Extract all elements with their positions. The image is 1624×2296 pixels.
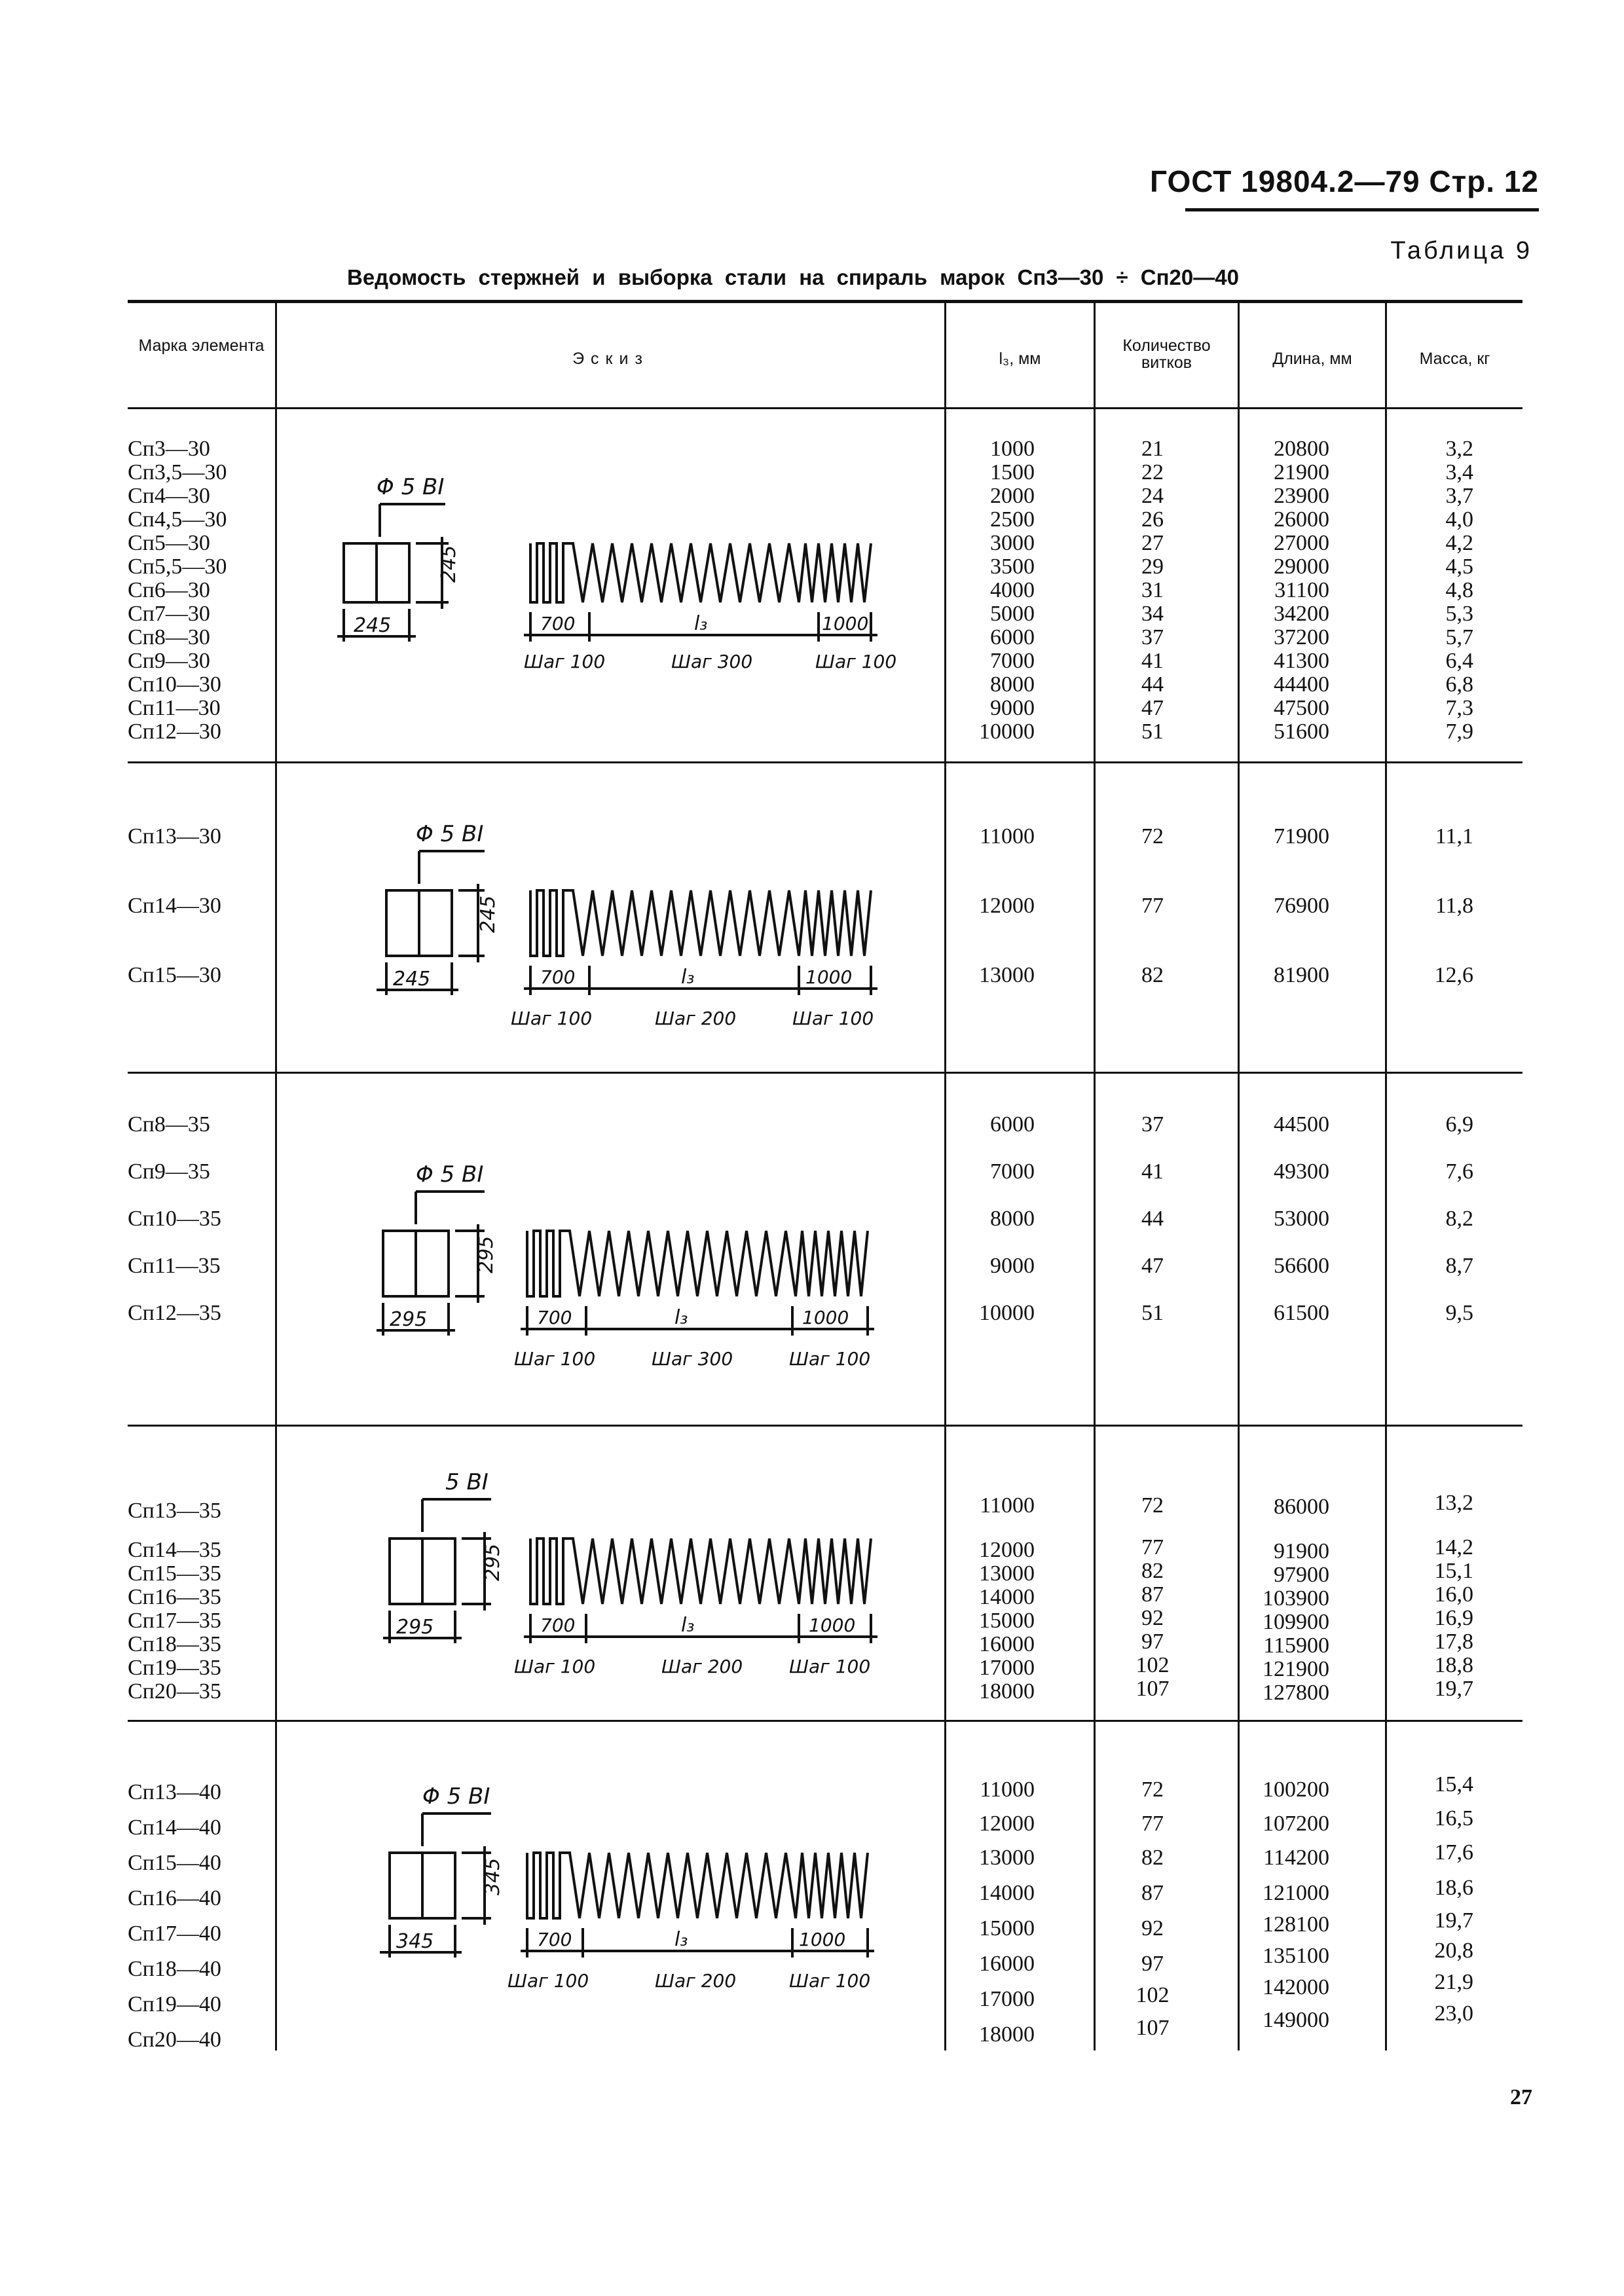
row-mark: Сп11—35 <box>128 1254 221 1278</box>
row-turns: 51 <box>1141 720 1164 744</box>
row-length: 29000 <box>1274 555 1329 579</box>
row-l3: 11000 <box>980 824 1035 848</box>
row-length: 56600 <box>1274 1254 1329 1278</box>
row-mass: 18,8 <box>1434 1653 1473 1677</box>
row-mark: Сп14—30 <box>128 894 221 918</box>
sketch-mid-length: l₃ <box>674 1306 688 1329</box>
sketch-right-length: 1000 <box>805 966 853 988</box>
sketch-right-length: 1000 <box>822 613 869 634</box>
row-l3: 9000 <box>990 1254 1035 1278</box>
row-turns: 44 <box>1141 1207 1164 1231</box>
row-l3: 1000 <box>990 437 1035 461</box>
row-mass: 19,7 <box>1434 1677 1473 1701</box>
row-turns: 107 <box>1135 1677 1170 1701</box>
row-turns: 92 <box>1141 1606 1164 1630</box>
row-turns: 77 <box>1141 1535 1164 1559</box>
row-l3: 5000 <box>990 602 1035 626</box>
row-turns: 82 <box>1141 1846 1164 1870</box>
row-l3: 10000 <box>979 720 1035 744</box>
row-mass: 23,0 <box>1434 2001 1473 2026</box>
group-separator <box>128 1072 1522 1074</box>
row-l3: 8000 <box>990 672 1035 697</box>
row-l3: 13000 <box>979 1561 1035 1586</box>
row-mass: 4,8 <box>1445 578 1473 602</box>
row-mass: 6,4 <box>1445 649 1473 673</box>
header-mark: Марка элемента <box>138 337 265 355</box>
row-length: 100200 <box>1263 1777 1329 1802</box>
row-l3: 7000 <box>990 649 1035 673</box>
row-mark: Сп15—35 <box>128 1561 221 1586</box>
row-l3: 12000 <box>979 1812 1035 1836</box>
row-mark: Сп16—40 <box>128 1886 221 1910</box>
spring-sketch <box>354 1133 930 1381</box>
row-turns: 47 <box>1141 696 1164 720</box>
row-turns: 37 <box>1141 625 1164 649</box>
sketch-step-right: Шаг 100 <box>815 651 897 672</box>
row-length: 44500 <box>1274 1112 1329 1137</box>
row-mass: 5,7 <box>1445 625 1473 649</box>
row-l3: 17000 <box>979 1656 1035 1680</box>
row-mass: 18,6 <box>1434 1876 1473 1900</box>
row-mark: Сп19—40 <box>128 1992 221 2016</box>
row-mass: 5,3 <box>1445 602 1473 626</box>
row-l3: 1500 <box>990 460 1035 484</box>
row-mark: Сп13—35 <box>128 1499 221 1523</box>
row-length: 44400 <box>1274 672 1329 697</box>
row-mark: Сп18—40 <box>128 1957 221 1981</box>
row-mass: 16,0 <box>1434 1582 1473 1607</box>
row-length: 27000 <box>1274 531 1329 555</box>
row-mark: Сп10—30 <box>128 672 221 697</box>
table-caption: Ведомость стержней и выборка стали на спираль марок Сп3—30 ÷ Сп20—40 <box>347 265 1239 289</box>
page-number: 27 <box>1510 2085 1532 2109</box>
row-length: 31100 <box>1274 578 1329 602</box>
row-mark: Сп9—35 <box>128 1159 210 1184</box>
sketch-step-right: Шаг 100 <box>789 1656 871 1677</box>
row-length: 127800 <box>1263 1681 1329 1705</box>
row-l3: 14000 <box>979 1585 1035 1609</box>
sketch-side-label: 295 <box>481 1543 504 1581</box>
row-length: 121900 <box>1263 1657 1329 1681</box>
sketch-diameter-label: Φ 5 ВI <box>416 1161 484 1188</box>
group-separator <box>128 1425 1522 1427</box>
sketch-left-length: 700 <box>537 1307 572 1328</box>
sketch-diameter-label: Φ 5 ВI <box>416 821 484 847</box>
row-mark: Сп15—30 <box>128 963 221 987</box>
sketch-side-label: 245 <box>477 895 500 933</box>
column-divider <box>1238 302 1240 2050</box>
row-turns: 24 <box>1141 484 1164 508</box>
row-mass: 8,2 <box>1445 1207 1473 1231</box>
row-mark: Сп6—30 <box>128 578 210 602</box>
row-turns: 87 <box>1141 1582 1164 1607</box>
row-mass: 4,2 <box>1445 531 1473 555</box>
row-mass: 14,2 <box>1434 1535 1473 1559</box>
row-mass: 15,4 <box>1434 1772 1473 1796</box>
row-mass: 9,5 <box>1445 1301 1473 1325</box>
row-l3: 13000 <box>979 963 1035 987</box>
row-mark: Сп3,5—30 <box>128 460 227 484</box>
sketch-step-mid: Шаг 200 <box>655 1008 737 1029</box>
column-divider <box>1094 302 1096 2050</box>
sketch-side-label: 245 <box>354 614 392 637</box>
row-mark: Сп5—30 <box>128 531 210 555</box>
sketch-step-left: Шаг 100 <box>524 651 606 672</box>
row-l3: 11000 <box>980 1493 1035 1518</box>
row-turns: 47 <box>1141 1254 1164 1278</box>
row-mass: 3,4 <box>1445 460 1473 484</box>
row-mark: Сп14—35 <box>128 1538 221 1562</box>
row-l3: 17000 <box>979 1987 1035 2011</box>
spring-sketch <box>354 805 930 1048</box>
sketch-right-length: 1000 <box>802 1307 849 1328</box>
column-divider <box>275 302 277 2050</box>
row-mass: 6,8 <box>1445 672 1473 697</box>
row-l3: 18000 <box>979 1679 1035 1704</box>
row-l3: 9000 <box>990 696 1035 720</box>
row-mass: 11,8 <box>1435 894 1473 918</box>
row-length: 97900 <box>1274 1563 1329 1587</box>
row-mass: 16,5 <box>1434 1806 1473 1831</box>
table-header-rule <box>128 407 1522 409</box>
sketch-mid-length: l₃ <box>681 966 695 989</box>
row-mark: Сп5,5—30 <box>128 555 227 579</box>
row-length: 41300 <box>1274 649 1329 673</box>
row-length: 107200 <box>1263 1812 1329 1836</box>
row-l3: 4000 <box>990 578 1035 602</box>
row-mark: Сп14—40 <box>128 1815 221 1840</box>
row-turns: 97 <box>1141 1952 1164 1976</box>
group-separator <box>128 761 1522 763</box>
row-mass: 7,3 <box>1445 696 1473 720</box>
row-mark: Сп9—30 <box>128 649 210 673</box>
sketch-step-right: Шаг 100 <box>792 1008 874 1029</box>
row-l3: 12000 <box>979 1538 1035 1562</box>
row-length: 61500 <box>1274 1301 1329 1325</box>
row-turns: 41 <box>1141 1159 1164 1184</box>
row-mass: 20,8 <box>1434 1939 1473 1963</box>
row-l3: 14000 <box>979 1881 1035 1905</box>
row-length: 109900 <box>1263 1610 1329 1634</box>
row-mass: 21,9 <box>1434 1970 1473 1994</box>
row-l3: 8000 <box>990 1207 1035 1231</box>
row-mark: Сп11—30 <box>128 696 221 720</box>
sketch-step-right: Шаг 100 <box>789 1970 871 1992</box>
row-mark: Сп15—40 <box>128 1851 221 1875</box>
sketch-side-label: 245 <box>393 968 431 991</box>
row-mark: Сп18—35 <box>128 1632 221 1656</box>
row-length: 91900 <box>1274 1539 1329 1563</box>
row-mass: 15,1 <box>1434 1559 1473 1583</box>
row-mass: 12,6 <box>1434 963 1473 987</box>
row-mark: Сп4,5—30 <box>128 507 227 532</box>
row-mark: Сп4—30 <box>128 484 210 508</box>
row-mass: 3,2 <box>1445 437 1473 461</box>
sketch-side-label: 345 <box>481 1857 504 1895</box>
table-top-rule <box>128 300 1522 303</box>
sketch-side-label: 295 <box>396 1616 434 1639</box>
row-turns: 44 <box>1141 672 1164 697</box>
sketch-step-mid: Шаг 200 <box>655 1970 737 1992</box>
row-mark: Сп8—35 <box>128 1112 210 1137</box>
sketch-left-length: 700 <box>537 1929 572 1950</box>
row-length: 142000 <box>1263 1975 1329 1999</box>
row-l3: 6000 <box>990 625 1035 649</box>
row-mark: Сп12—30 <box>128 720 221 744</box>
row-length: 21900 <box>1274 460 1329 484</box>
row-mark: Сп10—35 <box>128 1207 221 1231</box>
sketch-side-label: 295 <box>475 1235 498 1273</box>
row-turns: 102 <box>1135 1653 1170 1677</box>
row-turns: 22 <box>1141 460 1164 484</box>
row-length: 81900 <box>1274 963 1329 987</box>
row-length: 121000 <box>1263 1881 1329 1905</box>
row-turns: 21 <box>1141 437 1164 461</box>
sketch-right-length: 1000 <box>799 1929 846 1950</box>
row-turns: 26 <box>1141 507 1164 532</box>
row-l3: 10000 <box>979 1301 1035 1325</box>
row-l3: 3000 <box>990 531 1035 555</box>
row-length: 37200 <box>1274 625 1329 649</box>
row-mass: 11,1 <box>1435 824 1473 848</box>
row-turns: 51 <box>1141 1301 1164 1325</box>
row-length: 86000 <box>1274 1495 1329 1519</box>
spring-sketch <box>354 1453 930 1702</box>
row-turns: 77 <box>1141 1812 1164 1836</box>
sketch-diameter-label: Φ 5 ВI <box>377 474 445 500</box>
row-mark: Сп20—35 <box>128 1679 221 1704</box>
sketch-step-left: Шаг 100 <box>511 1008 593 1029</box>
row-mass: 16,9 <box>1434 1606 1473 1630</box>
row-l3: 15000 <box>979 1916 1035 1941</box>
row-mark: Сп16—35 <box>128 1585 221 1609</box>
row-length: 49300 <box>1274 1159 1329 1184</box>
sketch-right-length: 1000 <box>809 1614 856 1636</box>
row-l3: 16000 <box>979 1632 1035 1656</box>
sketch-left-length: 700 <box>540 1614 576 1636</box>
row-length: 114200 <box>1263 1846 1329 1870</box>
sketch-step-mid: Шаг 200 <box>661 1656 743 1677</box>
row-mark: Сп12—35 <box>128 1301 221 1325</box>
row-l3: 15000 <box>979 1609 1035 1633</box>
row-length: 26000 <box>1274 507 1329 532</box>
row-turns: 37 <box>1141 1112 1164 1137</box>
row-mass: 3,7 <box>1445 484 1473 508</box>
sketch-side-label: 245 <box>437 545 460 583</box>
sketch-diameter-label: 5 ВI <box>445 1469 489 1495</box>
row-l3: 16000 <box>979 1952 1035 1976</box>
row-mark: Сп20—40 <box>128 2028 221 2052</box>
row-turns: 92 <box>1141 1916 1164 1941</box>
sketch-step-mid: Шаг 300 <box>652 1348 733 1370</box>
row-l3: 6000 <box>990 1112 1035 1137</box>
row-turns: 87 <box>1141 1881 1164 1905</box>
row-turns: 31 <box>1141 578 1164 602</box>
sketch-left-length: 700 <box>540 966 576 988</box>
row-length: 103900 <box>1263 1586 1329 1611</box>
row-mark: Сп13—30 <box>128 824 221 848</box>
row-l3: 18000 <box>979 2022 1035 2047</box>
spring-sketch <box>314 458 930 694</box>
row-length: 47500 <box>1274 696 1329 720</box>
row-l3: 7000 <box>990 1159 1035 1184</box>
row-mass: 7,9 <box>1445 720 1473 744</box>
sketch-step-left: Шаг 100 <box>514 1348 596 1370</box>
row-length: 20800 <box>1274 437 1329 461</box>
row-length: 51600 <box>1274 720 1329 744</box>
row-length: 23900 <box>1274 484 1329 508</box>
row-turns: 29 <box>1141 555 1164 579</box>
row-mass: 17,6 <box>1434 1840 1473 1865</box>
column-divider <box>1385 302 1387 2050</box>
row-length: 149000 <box>1263 2008 1329 2032</box>
row-turns: 72 <box>1141 1777 1164 1802</box>
row-turns: 27 <box>1141 531 1164 555</box>
row-mass: 13,2 <box>1434 1491 1473 1515</box>
header-l3: l₃, мм <box>999 350 1041 368</box>
sketch-mid-length: l₃ <box>674 1928 688 1951</box>
row-length: 128100 <box>1263 1912 1329 1937</box>
header-length: Длина, мм <box>1272 350 1352 368</box>
sketch-step-left: Шаг 100 <box>507 1970 589 1992</box>
spring-sketch <box>354 1755 930 2016</box>
row-turns: 41 <box>1141 649 1164 673</box>
column-divider <box>944 302 946 2050</box>
row-length: 71900 <box>1274 824 1329 848</box>
row-mass: 4,0 <box>1445 507 1473 532</box>
row-mass: 19,7 <box>1434 1908 1473 1933</box>
row-mass: 6,9 <box>1445 1112 1473 1137</box>
row-turns: 107 <box>1135 2016 1170 2040</box>
row-mass: 17,8 <box>1434 1630 1473 1654</box>
row-mark: Сп17—40 <box>128 1922 221 1946</box>
row-turns: 102 <box>1135 1983 1170 2007</box>
row-l3: 11000 <box>980 1777 1035 1802</box>
row-turns: 34 <box>1141 602 1164 626</box>
header-mass: Масса, кг <box>1419 350 1490 368</box>
sketch-side-label: 295 <box>390 1308 428 1331</box>
row-mark: Сп8—30 <box>128 625 210 649</box>
header-sketch: Эскиз <box>572 350 649 368</box>
sketch-step-left: Шаг 100 <box>514 1656 596 1677</box>
row-turns: 77 <box>1141 894 1164 918</box>
document-title: ГОСТ 19804.2—79 Стр. 12 <box>1149 164 1539 198</box>
row-mark: Сп3—30 <box>128 437 210 461</box>
row-mark: Сп17—35 <box>128 1609 221 1633</box>
sketch-step-right: Шаг 100 <box>789 1348 871 1370</box>
row-length: 135100 <box>1263 1944 1329 1968</box>
sketch-side-label: 345 <box>396 1930 434 1953</box>
row-mass: 8,7 <box>1445 1254 1473 1278</box>
row-l3: 2000 <box>990 484 1035 508</box>
row-mass: 7,6 <box>1445 1159 1473 1184</box>
sketch-left-length: 700 <box>540 613 576 634</box>
row-l3: 12000 <box>979 894 1035 918</box>
row-l3: 13000 <box>979 1846 1035 1870</box>
row-turns: 82 <box>1141 1559 1164 1583</box>
row-turns: 97 <box>1141 1630 1164 1654</box>
row-mark: Сп19—35 <box>128 1656 221 1680</box>
sketch-mid-length: l₃ <box>694 612 708 635</box>
table-number: Таблица 9 <box>1390 237 1532 264</box>
sketch-step-mid: Шаг 300 <box>671 651 753 672</box>
row-turns: 82 <box>1141 963 1164 987</box>
row-turns: 72 <box>1141 1493 1164 1518</box>
sketch-mid-length: l₃ <box>681 1614 695 1637</box>
row-length: 53000 <box>1274 1207 1329 1231</box>
row-mark: Сп7—30 <box>128 602 210 626</box>
sketch-diameter-label: Φ 5 ВI <box>422 1783 490 1810</box>
row-length: 76900 <box>1274 894 1329 918</box>
row-l3: 2500 <box>990 507 1035 532</box>
row-turns: 72 <box>1141 824 1164 848</box>
header-rule <box>1185 208 1539 211</box>
row-mass: 4,5 <box>1445 555 1473 579</box>
group-separator <box>128 1720 1522 1722</box>
row-mark: Сп13—40 <box>128 1780 221 1804</box>
row-length: 115900 <box>1263 1633 1329 1658</box>
header-turns: Количество витков <box>1122 337 1211 372</box>
row-l3: 3500 <box>990 555 1035 579</box>
row-length: 34200 <box>1274 602 1329 626</box>
